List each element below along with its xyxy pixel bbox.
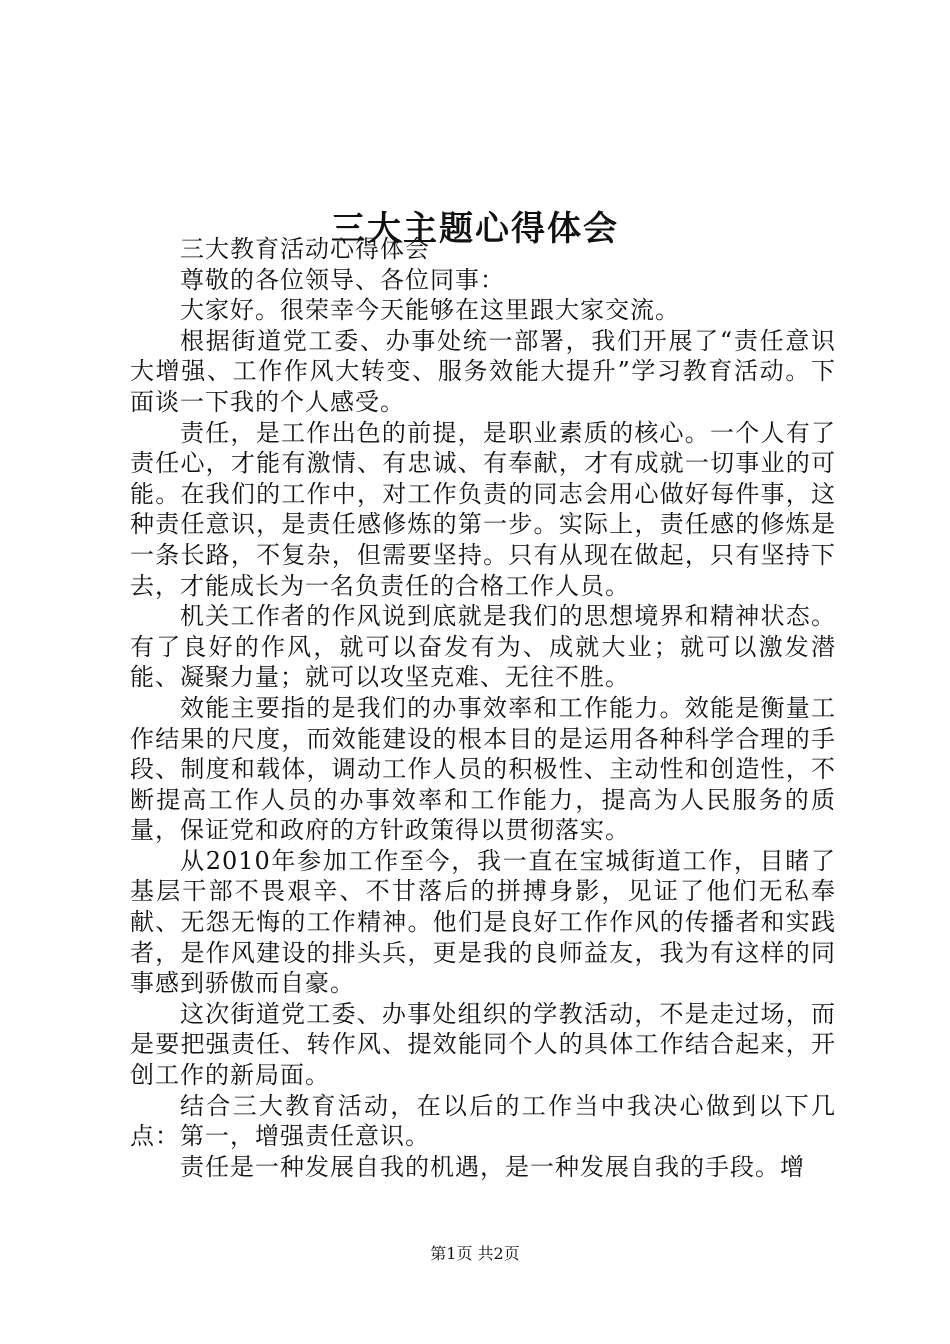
document-title: 三大主题心得体会	[331, 208, 619, 249]
paragraph: 大家好。很荣幸今天能够在这里跟大家交流。	[180, 296, 680, 325]
paragraph: 机关工作者的作风说到底就是我们的思想境界和精神状态。有了良好的作风，就可以奋发有为、成就大业；就可以激发潜能、凝聚力量；就可以攻坚克难、无往不胜。	[130, 602, 836, 692]
paragraph: 结合三大教育活动，在以后的工作当中我决心做到以下几点：第一，增强责任意识。	[130, 1091, 836, 1151]
paragraph: 效能主要指的是我们的办事效率和工作能力。效能是衡量工作结果的尺度，而效能建设的根本目的是运用各种科学合理的手段、制度和载体，调动工作人员的积极性、主动性和创造性，不断提高工作人员的办事效率和工作能力，提高为人民服务的质量，保证党和政府的方针政策得以贯彻落实。	[130, 693, 836, 845]
paragraph: 根据街道党工委、办事处统一部署，我们开展了“责任意识大增强、工作作风大转变、服务效能大提升”学习教育活动。下面谈一下我的个人感受。	[130, 326, 836, 416]
document-body	[130, 234, 836, 1182]
paragraph: 责任是一种发展自我的机遇，是一种发展自我的手段。增	[180, 1152, 805, 1181]
page-footer: 第1页 共2页	[430, 1244, 520, 1263]
paragraph: 从2010年参加工作至今，我一直在宝城街道工作，目睹了基层干部不畏艰辛、不甘落后的拼搏身影，见证了他们无私奉献、无怨无悔的工作精神。他们是良好工作作风的传播者和实践者，是作风建设的排头兵，更是我的良师益友，我为有这样的同事感到骄傲而自豪。	[130, 846, 836, 998]
paragraph: 尊敬的各位领导、各位同事：	[180, 265, 505, 294]
paragraph: 三大教育活动心得体会	[180, 235, 430, 263]
paragraph: 这次街道党工委、办事处组织的学教活动，不是走过场，而是要把强责任、转作风、提效能同个人的具体工作结合起来，开创工作的新局面。	[130, 999, 836, 1090]
paragraph: 责任，是工作出色的前提，是职业素质的核心。一个人有了责任心，才能有激情、有忠诚、有奉献，才有成就一切事业的可能。在我们的工作中，对工作负责的同志会用心做好每件事，这种责任意识，是责任感修炼的第一步。实际上，责任感的修炼是一条长路，不复杂，但需要坚持。只有从现在做起，只有坚持下去，才能成长为一名负责任的合格工作人员。	[130, 418, 836, 600]
